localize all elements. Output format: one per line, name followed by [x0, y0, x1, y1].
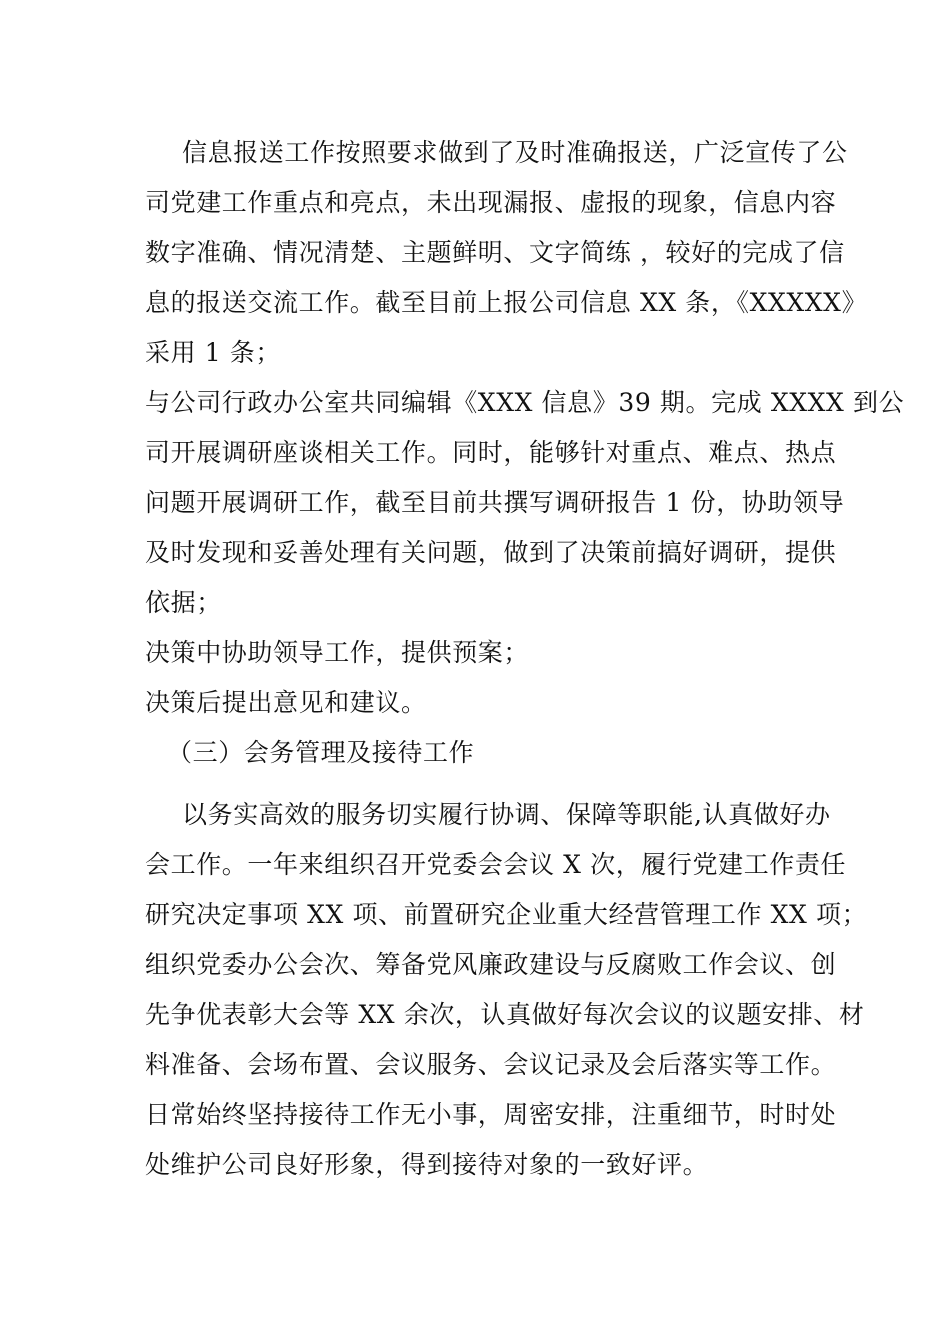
section-heading: （三）会务管理及接待工作: [167, 738, 475, 767]
paragraph-information-reporting: [145, 128, 868, 378]
text-line: 信息报送工作按照要求做到了及时准确报送，广泛宣传了公: [182, 138, 848, 167]
text-line: 息的报送交流工作。截至目前上报公司信息 XX 条，《XXXXX》: [145, 288, 868, 317]
text-line: 问题开展调研工作，截至目前共撰写调研报告 1 份，协助领导: [145, 488, 845, 517]
text-line: 依据；: [145, 588, 222, 617]
paragraph-reception-work: [145, 940, 865, 1190]
text-line: 料准备、会场布置、会议服务、会议记录及会后落实等工作。: [145, 1050, 837, 1079]
text-line: 研究决定事项 XX 项、前置研究企业重大经营管理工作 XX 项；: [145, 900, 868, 929]
text-line: 司开展调研座谈相关工作。同时，能够针对重点、难点、热点: [145, 438, 837, 467]
text-line: 及时发现和妥善处理有关问题，做到了决策前搞好调研，提供: [145, 538, 837, 567]
text-line: 采用 1 条；: [145, 338, 281, 367]
paragraph-decision-assist: 决策中协助领导工作，提供预案；: [145, 638, 530, 667]
text-line: 先争优表彰大会等 XX 余次，认真做好每次会议的议题安排、材: [145, 1000, 865, 1029]
text-line: 司党建工作重点和亮点，未出现漏报、虚报的现象，信息内容: [145, 188, 837, 217]
paragraph-post-decision: 决策后提出意见和建议。: [145, 688, 427, 717]
text-line: 组织党委办公会次、筹备党风廉政建设与反腐败工作会议、创: [145, 950, 837, 979]
text-line: 数字准确、情况清楚、主题鲜明、文字简练 ，较好的完成了信: [145, 238, 845, 267]
text-line: 以务实高效的服务切实履行协调、保障等职能,认真做好办: [182, 800, 831, 829]
spacer: [145, 778, 810, 790]
document-body: [145, 128, 905, 1190]
paragraph-research-work: [145, 378, 905, 628]
text-line: 处维护公司良好形象，得到接待对象的一致好评。: [145, 1150, 709, 1179]
text-line: 日常始终坚持接待工作无小事，周密安排，注重细节，时时处: [145, 1100, 837, 1129]
text-line: 与公司行政办公室共同编辑《XXX 信息》39 期。完成 XXXX 到公: [145, 388, 905, 417]
text-line: 会工作。一年来组织召开党委会会议 X 次，履行党建工作责任: [145, 850, 847, 879]
paragraph-meeting-management: [145, 790, 868, 940]
